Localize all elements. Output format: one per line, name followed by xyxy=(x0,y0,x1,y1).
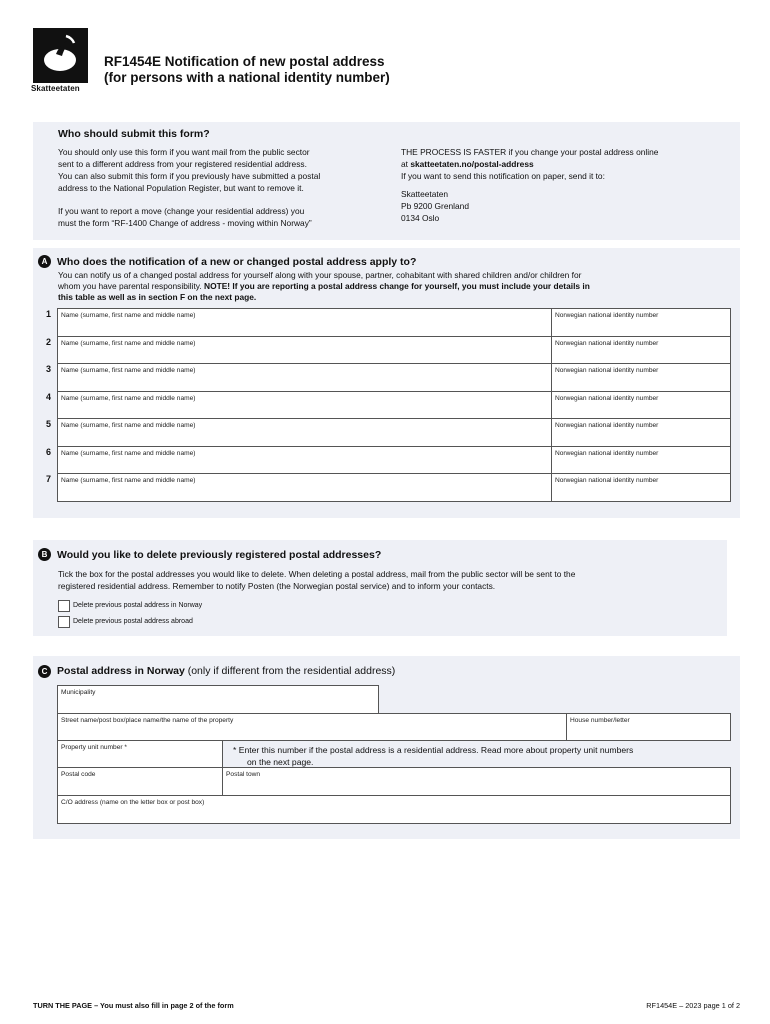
person-name-label: Name (surname, first name and middle name) xyxy=(61,477,196,484)
person-name-field[interactable] xyxy=(57,336,552,365)
row-number: 6 xyxy=(45,446,51,457)
footer-page-number: RF1454E – 2023 page 1 of 2 xyxy=(646,1001,740,1010)
section-a-badge: A xyxy=(38,255,51,268)
logo-mark-icon xyxy=(33,28,88,83)
who-left-para1: You should only use this form if you want mail from the public sector sent to a different address from your registered residential address. You can also submit this form if you previously have submitted a postal address to the National Population Register, but want to remove it. xyxy=(58,147,321,193)
person-name-label: Name (surname, first name and middle name) xyxy=(61,339,196,347)
delete-norway-checkbox[interactable] xyxy=(58,600,70,612)
postal-address-link[interactable]: skatteetaten.no/postal-address xyxy=(410,159,534,169)
person-id-label: Norwegian national identity number xyxy=(555,394,659,402)
person-id-label: Norwegian national identity number xyxy=(555,367,659,374)
person-id-field[interactable] xyxy=(551,446,731,475)
person-id-field[interactable] xyxy=(551,336,731,365)
row-number: 3 xyxy=(45,364,51,374)
postal-town-field[interactable]: Postal town xyxy=(222,767,731,796)
delete-abroad-checkbox[interactable] xyxy=(58,616,70,628)
person-name-field[interactable] xyxy=(57,473,552,502)
person-name-label: Name (surname, first name and middle name) xyxy=(61,312,196,319)
person-id-field[interactable] xyxy=(551,308,731,337)
person-name-field[interactable] xyxy=(57,446,552,475)
section-b-badge: B xyxy=(38,548,51,561)
person-name-label: Name (surname, first name and middle name) xyxy=(61,422,196,429)
person-name-field[interactable] xyxy=(57,363,552,392)
logo-text: Skatteetaten xyxy=(31,84,80,93)
skatteetaten-logo xyxy=(33,28,88,83)
co-address-field[interactable]: C/O address (name on the letter box or post box) xyxy=(57,795,731,824)
row-number: 2 xyxy=(45,336,51,347)
person-id-field[interactable] xyxy=(551,418,731,447)
person-name-field[interactable] xyxy=(57,418,552,447)
person-name-field[interactable] xyxy=(57,308,552,337)
property-unit-field[interactable]: Property unit number * xyxy=(57,740,223,768)
who-left-para2: If you want to report a move (change your residential address) you must the form “RF-1400 Change of address - moving within Norway” xyxy=(58,206,312,228)
house-number-field[interactable]: House number/letter xyxy=(566,713,731,741)
person-id-field[interactable] xyxy=(551,363,731,392)
person-name-field[interactable] xyxy=(57,391,552,420)
row-number: 4 xyxy=(45,391,51,402)
delete-abroad-label: Delete previous postal address abroad xyxy=(73,618,193,625)
person-id-label: Norwegian national identity number xyxy=(555,312,659,319)
property-unit-note: * Enter this number if the postal address is a residential address. Read more about property unit numbers on the next page. xyxy=(233,745,634,767)
section-b-text: Tick the box for the postal addresses you would like to delete. When deleting a postal address, mail from the public sector will be sent to the registered residential address. Remember to notify Posten (the Norwegian postal service) and to inform your contacts. xyxy=(58,569,576,591)
street-field[interactable]: Street name/post box/place name/the name of the property xyxy=(57,713,567,741)
municipality-field[interactable]: Municipality xyxy=(57,685,379,714)
row-number: 1 xyxy=(45,309,51,319)
who-heading: Who should submit this form? xyxy=(58,128,210,140)
section-b-heading: Would you like to delete previously registered postal addresses? xyxy=(57,549,382,561)
section-c-heading: Postal address in Norway (only if different from the residential address) xyxy=(57,665,396,677)
person-id-field[interactable] xyxy=(551,391,731,420)
person-id-label: Norwegian national identity number xyxy=(555,449,659,457)
section-a-text: You can notify us of a changed postal address for yourself along with your spouse, partner, cohabitant with shared children and/or children for whom you have parental responsibility. NOTE! If you are reporting a postal address change for yourself, you must include your details in this table as well as in section F on the next page. xyxy=(58,270,590,302)
row-number: 5 xyxy=(45,419,51,429)
who-right-text: THE PROCESS IS FASTER if you change your postal address online at skatteetaten.no/postal-address If you want to send this notification on paper, send it to: Skatteetaten Pb 9200 Grenland 0134 Oslo xyxy=(401,147,659,223)
row-number: 7 xyxy=(45,474,51,484)
person-id-label: Norwegian national identity number xyxy=(555,339,659,347)
postal-code-field[interactable]: Postal code xyxy=(57,767,223,796)
page-title: RF1454E Notification of new postal address (for persons with a national identity number) xyxy=(104,54,390,85)
section-c-badge: C xyxy=(38,665,51,678)
delete-norway-label: Delete previous postal address in Norway xyxy=(73,602,203,609)
person-id-label: Norwegian national identity number xyxy=(555,477,659,484)
footer-turn-page: TURN THE PAGE – You must also fill in page 2 of the form xyxy=(33,1001,234,1010)
person-name-label: Name (surname, first name and middle name) xyxy=(61,449,196,457)
person-id-label: Norwegian national identity number xyxy=(555,422,659,429)
person-name-label: Name (surname, first name and middle name) xyxy=(61,367,196,374)
section-a-heading: Who does the notification of a new or changed postal address apply to? xyxy=(57,256,417,268)
person-name-label: Name (surname, first name and middle name) xyxy=(61,394,196,402)
person-id-field[interactable] xyxy=(551,473,731,502)
